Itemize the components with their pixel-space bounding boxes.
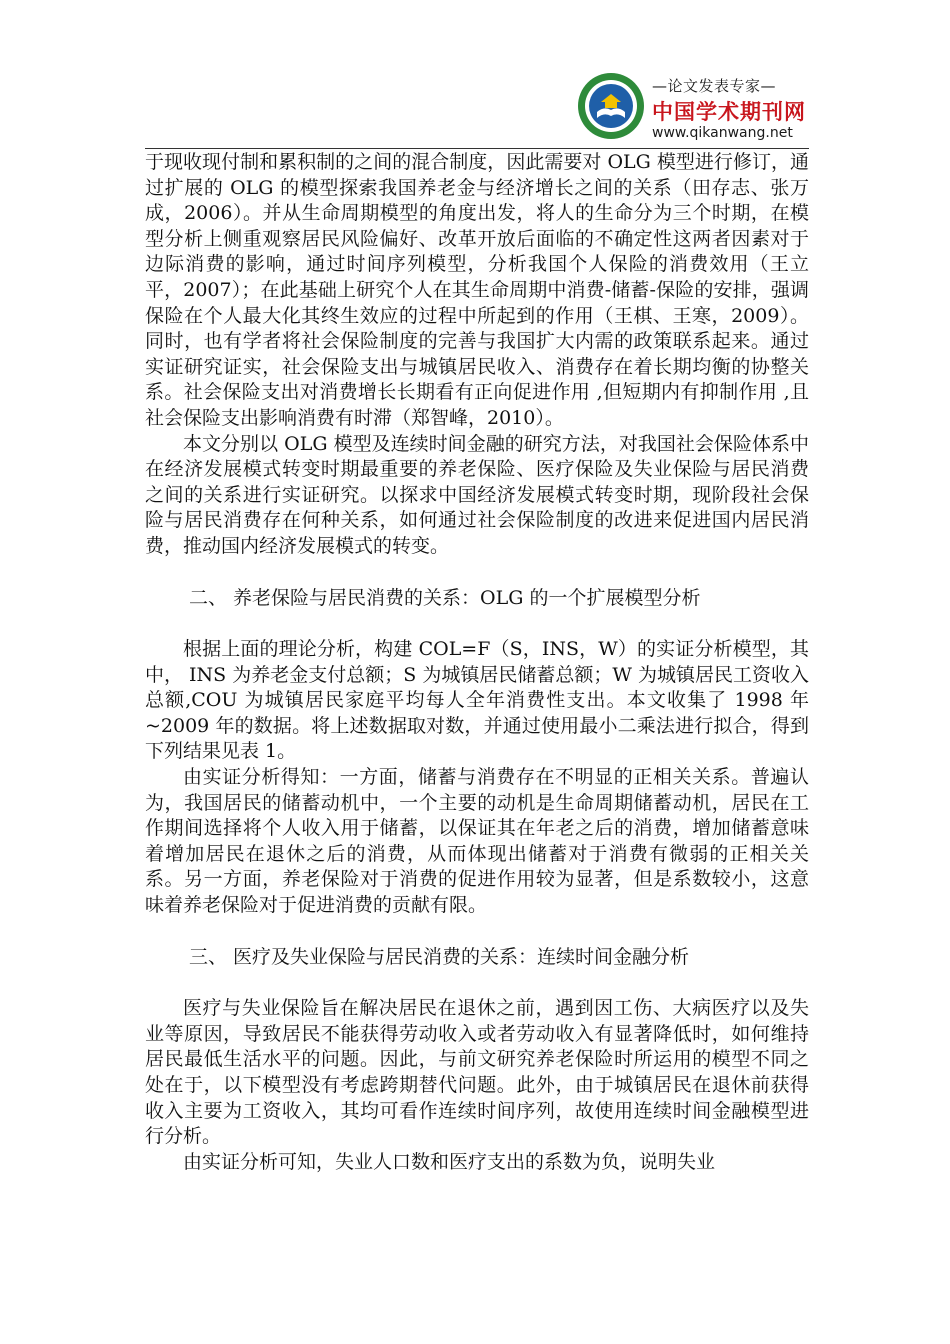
paragraph-intro-continued: 于现收现付制和累积制的之间的混合制度，因此需要对 OLG 模型进行修订，通过扩展的 OLG 的模型探索我国养老金与经济增长之间的关系（田存志、张万成，2006）。并从生命周期模型的角度出发，将人的生命分为三个时期，在模型分析上侧重观察居民风险偏好、改革开放后面临的不确定性这两者因素对于边际消费的影响，通过时间序列模型，分析我国个人保险的消费效用（王立平，2007）；在此基础上研究个人在其生命周期中消费-储蓄-保险的安排，强调保险在个人最大化其终生效应的过程中所起到的作用（王棋、王寒，2009）。同时，也有学者将社会保险制度的完善与我国扩大内需的政策联系起来。通过实证研究证实，社会保险支出与城镇居民收入、消费存在着长期均衡的协整关系。社会保险支出对消费增长长期看有正向促进作用 ,但短期内有抑制作用 ,且社会保险支出影响消费有时滞（郑智峰，2010）。 — [145, 151, 809, 429]
header-divider — [145, 148, 809, 149]
section-heading-3: 三、 医疗及失业保险与居民消费的关系：连续时间金融分析 — [189, 945, 690, 968]
paragraph-empirical-result: 由实证分析可知，失业人口数和医疗支出的系数为负，说明失业 — [183, 1150, 716, 1173]
paragraph-results-savings: 由实证分析得知：一方面，储蓄与消费存在不明显的正相关关系。普遍认为，我国居民的储蓄动机中，一个主要的动机是生命周期储蓄动机，居民在工作期间选择将个人收入用于储蓄，以保证其在年老之后的消费，增加储蓄意味着增加居民在退休之后的消费，从而体现出储蓄对于消费有微弱的正相关关系。另一方面，养老保险对于消费的促进作用较为显著，但是系数较小，这意味着养老保险对于促进消费的贡献有限。 — [145, 766, 809, 917]
site-url[interactable]: www.qikanwang.net — [652, 125, 793, 141]
paragraph-research-scope: 本文分别以 OLG 模型及连续时间金融的研究方法，对我国社会保险体系中在经济发展模式转变时期最重要的养老保险、医疗保险及失业保险与居民消费之间的关系进行实证研究。以探求中国经济发展模式转变时期，现阶段社会保险与居民消费存在何种关系，如何通过社会保险制度的改进来促进国内居民消费，推动国内经济发展模式的转变。 — [145, 432, 809, 557]
paragraph-model-setup: 根据上面的理论分析，构建 COL=F（S，INS，W）的实证分析模型，其中， INS 为养老金支付总额；S 为城镇居民储蓄总额；W 为城镇居民工资收入总额,COU 为城镇居民家庭平均每人全年消费性支出。本文收集了 1998 年~2009 年的数据。将上述数据取对数，并通过使用最小二乘法进行拟合，得到下列结果见表 1。 — [145, 638, 809, 763]
paragraph-medical-unemployment: 医疗与失业保险旨在解决居民在退休之前，遇到因工伤、大病医疗以及失业等原因，导致居民不能获得劳动收入或者劳动收入有显著降低时，如何维持居民最低生活水平的问题。因此，与前文研究养老保险时所运用的模型不同之处在于，以下模型没有考虑跨期替代问题。此外，由于城镇居民在退休前获得收入主要为工资收入，其均可看作连续时间序列，故使用连续时间金融模型进行分析。 — [145, 997, 809, 1148]
page-header — [0, 0, 950, 150]
site-logo-badge-icon — [577, 72, 645, 140]
article-body — [145, 150, 809, 1175]
site-name: 中国学术期刊网 — [652, 100, 806, 124]
section-heading-2: 二、 养老保险与居民消费的关系：OLG 的一个扩展模型分析 — [189, 586, 701, 609]
site-tagline: —论文发表专家— — [652, 77, 777, 95]
